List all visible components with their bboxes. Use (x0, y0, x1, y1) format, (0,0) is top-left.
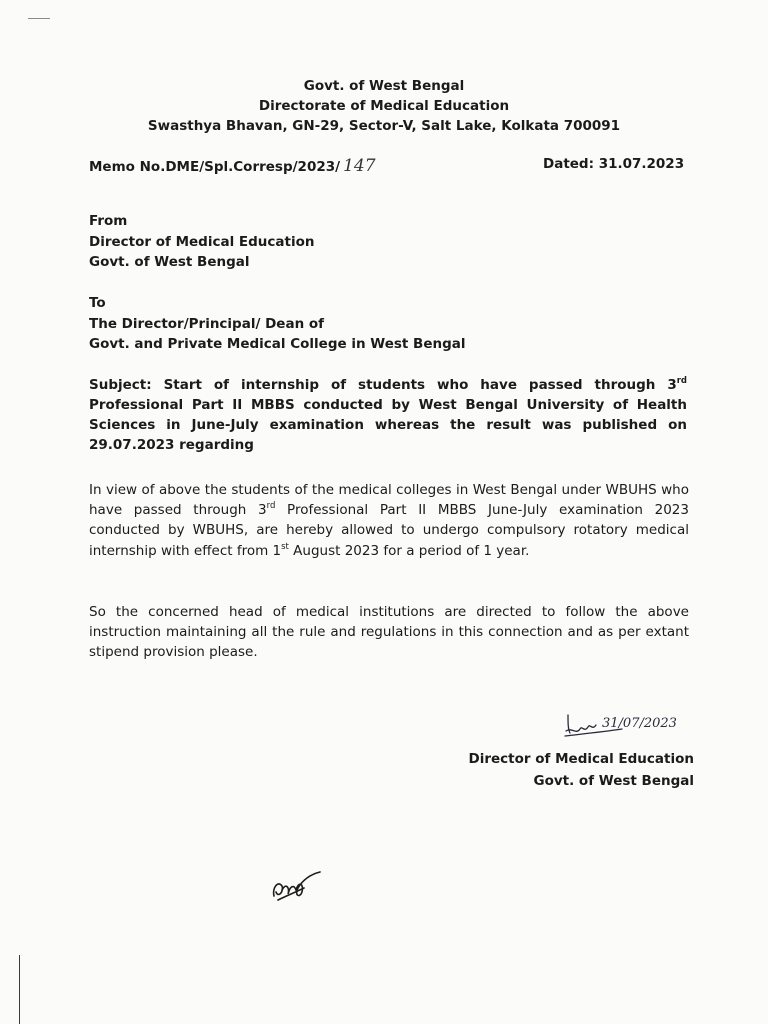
memo-number-handwritten: 147 (343, 156, 376, 176)
to-line1: The Director/Principal/ Dean of (89, 315, 325, 332)
letterhead (0, 76, 768, 136)
from-block (89, 211, 314, 273)
para1-text-2: Professional Part II MBBS June-July examination 2023 conducted by WBUHS, are hereby allowed to undergo compulsory rotatory medical internship with effect from 1 (89, 502, 689, 559)
from-label: From (89, 213, 128, 229)
memo-number (89, 156, 376, 176)
memo-number-prefix: Memo No.DME/Spl.Corresp/2023/ (89, 159, 341, 175)
para1-sup-1: rd (266, 501, 276, 512)
para1-sup-2: st (281, 541, 289, 552)
letterhead-directorate: Directorate of Medical Education (258, 98, 510, 114)
subject-line (89, 375, 687, 455)
body-paragraph-1 (89, 480, 689, 561)
letterhead-address: Swasthya Bhavan, GN-29, Sector-V, Salt Lake, Kolkata 700091 (147, 118, 621, 134)
signature-date: 31/07/2023 (602, 716, 677, 731)
signatory-title: Director of Medical Education (468, 751, 694, 767)
to-label: To (89, 295, 106, 311)
subject-text-1: Subject: Start of internship of students who have passed through 3 (89, 377, 677, 393)
body-paragraph-2: So the concerned head of medical institutions are directed to follow the above instruction maintaining all the rule and regulations in this connection and as per extant stipend provision please. (89, 604, 689, 661)
to-block (89, 293, 466, 355)
para1-text-3: August 2023 for a period of 1 year. (288, 542, 530, 559)
subject-text-2: Professional Part II MBBS conducted by West Bengal University of Health Sciences in June-July examination whereas the result was published on 29.07.2023 regarding (89, 397, 687, 453)
signatory-block (469, 748, 694, 792)
initials-image (268, 866, 324, 904)
scan-mark (28, 18, 50, 19)
from-line1: Director of Medical Education (89, 233, 315, 250)
from-line2: Govt. of West Bengal (89, 254, 250, 270)
signature-image (562, 705, 682, 741)
letterhead-government: Govt. of West Bengal (303, 78, 465, 94)
memo-date: Dated: 31.07.2023 (543, 156, 685, 172)
scan-edge-line (19, 955, 20, 1024)
to-line2: Govt. and Private Medical College in West Bengal (89, 336, 466, 352)
para1-text-1: In view of above the students of the medical colleges in West Bengal under WBUHS who have passed through 3 (89, 482, 689, 519)
subject-sup: rd (676, 376, 687, 386)
signatory-org: Govt. of West Bengal (533, 773, 694, 789)
